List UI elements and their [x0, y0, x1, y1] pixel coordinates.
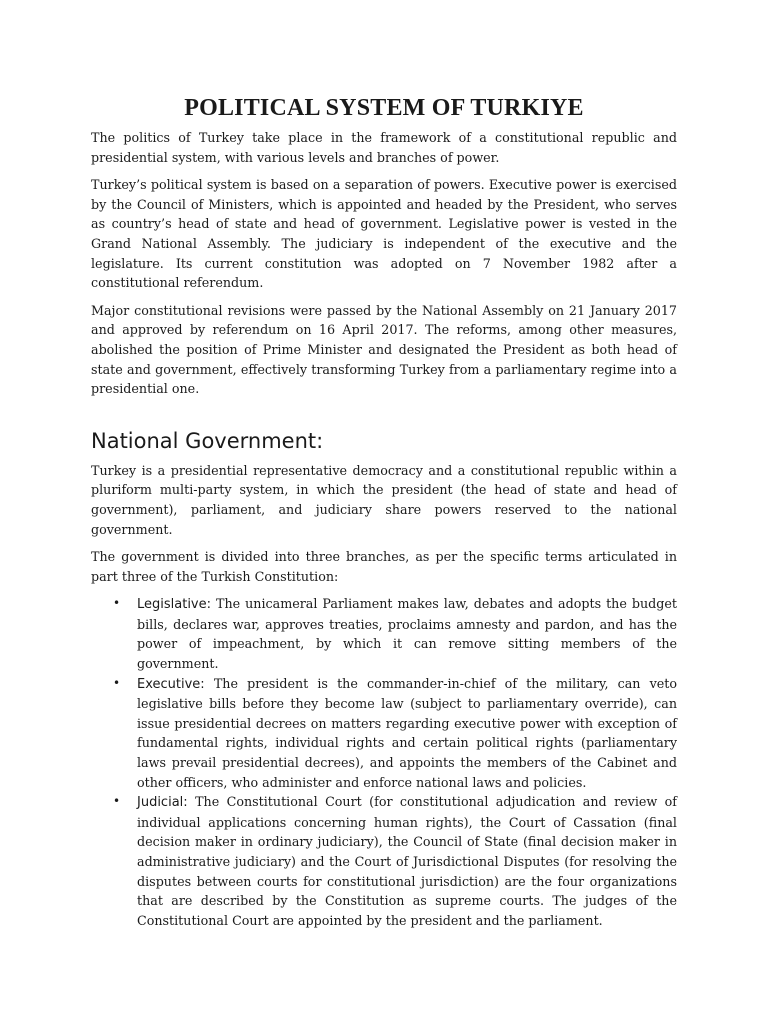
branch-term: Legislative:	[137, 597, 212, 613]
list-item-executive	[91, 674, 677, 793]
list-item-legislative	[91, 594, 677, 673]
intro-paragraph-1: The politics of Turkey take place in the framework of a constitutional republic and presidential system, with various levels and branches of power.	[91, 130, 677, 165]
branch-description: The unicameral Parliament makes law, debates and adopts the budget bills, declares war, approves treaties, proclaims amnesty and pardon, and has the power of impeachment, by which it can remove sitting members of the government.	[137, 596, 677, 672]
branches-list	[91, 594, 677, 930]
bullet-icon: •	[113, 596, 121, 611]
bullet-icon: •	[113, 675, 121, 690]
document-title: POLITICAL SYSTEM OF TURKIYE	[184, 95, 584, 121]
bullet-icon: •	[113, 794, 121, 809]
intro-paragraph-2: Turkey’s political system is based on a separation of powers. Executive power is exercised by the Council of Ministers, which is appointed and headed by the President, who serves as country’s head of state and head of government. Legislative power is vested in the Grand National Assembly. The judiciary is independent of the executive and the legislature. Its current constitution was adopted on 7 November 1982 after a constitutional referendum.	[91, 177, 677, 291]
section-paragraph-1: Turkey is a presidential representative democracy and a constitutional republic within a pluriform multi-party system, in which the president (the head of state and head of government), parliament, and judiciary share powers reserved to the national government.	[91, 462, 677, 537]
branch-term: Judicial:	[137, 795, 188, 811]
branch-term: Executive:	[137, 676, 205, 692]
list-item-judicial	[91, 792, 677, 930]
branch-description: The Constitutional Court (for constitutional adjudication and review of individual applications concerning human rights), the Court of Cassation (final decision maker in ordinary judiciary), the Council of State (final decision maker in administrative judiciary) and the Court of Jurisdictional Disputes (for resolving the disputes between courts for constitutional jurisdiction) are the four organizations that are described by the Constitution as supreme courts. The judges of the Constitutional Court are appointed by the president and the parliament.	[137, 794, 677, 928]
intro-paragraph-3: Major constitutional revisions were passed by the National Assembly on 21 January 2017 and approved by referendum on 16 April 2017. The reforms, among other measures, abolished the position of Prime Minister and designated the President as both head of state and government, effectively transforming Turkey from a parliamentary regime into a presidential one.	[91, 302, 677, 397]
document-page	[91, 92, 677, 930]
branch-description: The president is the commander-in-chief of the military, can veto legislative bills before they become law (subject to parliamentary override), can issue presidential decrees on matters regarding executive power with exception of fundamental rights, individual rights and certain political rights (parliamentary laws prevail presidential decrees), and appoints the members of the Cabinet and other officers, who administer and enforce national laws and policies.	[137, 675, 677, 790]
section-paragraph-2: The government is divided into three branches, as per the specific terms articulated in part three of the Turkish Constitution:	[91, 549, 677, 584]
section-heading: National Government:	[91, 428, 324, 453]
